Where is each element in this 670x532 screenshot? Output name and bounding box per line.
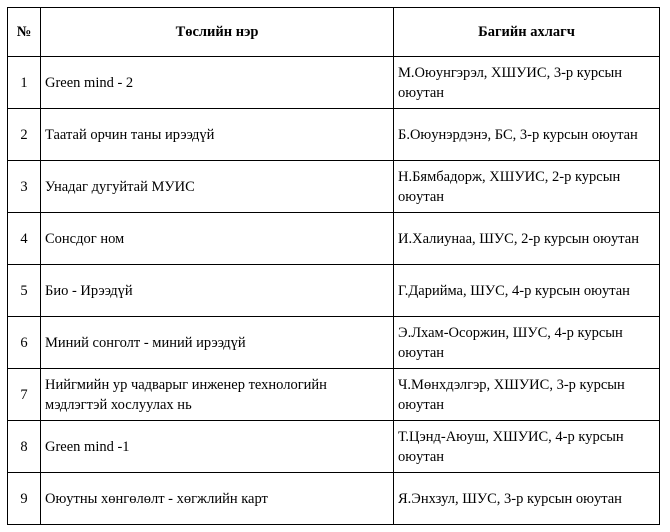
row-advisor: Э.Лхам-Осоржин, ШУС, 4-р курсын оюутан — [394, 317, 660, 369]
row-advisor: Г.Дарийма, ШУС, 4-р курсын оюутан — [394, 265, 660, 317]
row-advisor: И.Халиунаа, ШУС, 2-р курсын оюутан — [394, 213, 660, 265]
projects-table — [7, 7, 660, 525]
row-number: 9 — [8, 473, 41, 525]
row-advisor: М.Оюунгэрэл, ХШУИС, 3-р курсын оюутан — [394, 57, 660, 109]
row-number: 2 — [8, 109, 41, 161]
table-row — [8, 57, 660, 109]
row-number: 3 — [8, 161, 41, 213]
header-project-name: Төслийн нэр — [41, 8, 394, 57]
row-project-name: Сонсдог ном — [41, 213, 394, 265]
table-row — [8, 317, 660, 369]
table-row — [8, 213, 660, 265]
row-number: 4 — [8, 213, 41, 265]
table-row — [8, 161, 660, 213]
row-number: 1 — [8, 57, 41, 109]
table-row — [8, 265, 660, 317]
row-project-name: Миний сонголт - миний ирээдүй — [41, 317, 394, 369]
row-project-name: Green mind -1 — [41, 421, 394, 473]
table-row — [8, 421, 660, 473]
row-project-name: Био - Ирээдүй — [41, 265, 394, 317]
row-number: 5 — [8, 265, 41, 317]
row-project-name: Унадаг дугуйтай МУИС — [41, 161, 394, 213]
row-advisor: Т.Цэнд-Аюуш, ХШУИС, 4-р курсын оюутан — [394, 421, 660, 473]
row-project-name: Таатай орчин таны ирээдүй — [41, 109, 394, 161]
table-row — [8, 473, 660, 525]
table-header-row — [8, 8, 660, 57]
row-number: 7 — [8, 369, 41, 421]
row-advisor: Я.Энхзул, ШУС, 3-р курсын оюутан — [394, 473, 660, 525]
table-row — [8, 369, 660, 421]
row-project-name: Оюутны хөнгөлөлт - хөгжлийн карт — [41, 473, 394, 525]
row-number: 6 — [8, 317, 41, 369]
row-project-name: Green mind - 2 — [41, 57, 394, 109]
row-number: 8 — [8, 421, 41, 473]
header-number: № — [8, 8, 41, 57]
header-advisor: Багийн ахлагч — [394, 8, 660, 57]
row-advisor: Ч.Мөнхдэлгэр, ХШУИС, 3-р курсын оюутан — [394, 369, 660, 421]
table-row — [8, 109, 660, 161]
row-advisor: Н.Бямбадорж, ХШУИС, 2-р курсын оюутан — [394, 161, 660, 213]
row-project-name: Нийгмийн ур чадварыг инженер технологийн мэдлэгтэй хослуулах нь — [41, 369, 394, 421]
row-advisor: Б.Оюунэрдэнэ, БС, 3-р курсын оюутан — [394, 109, 660, 161]
